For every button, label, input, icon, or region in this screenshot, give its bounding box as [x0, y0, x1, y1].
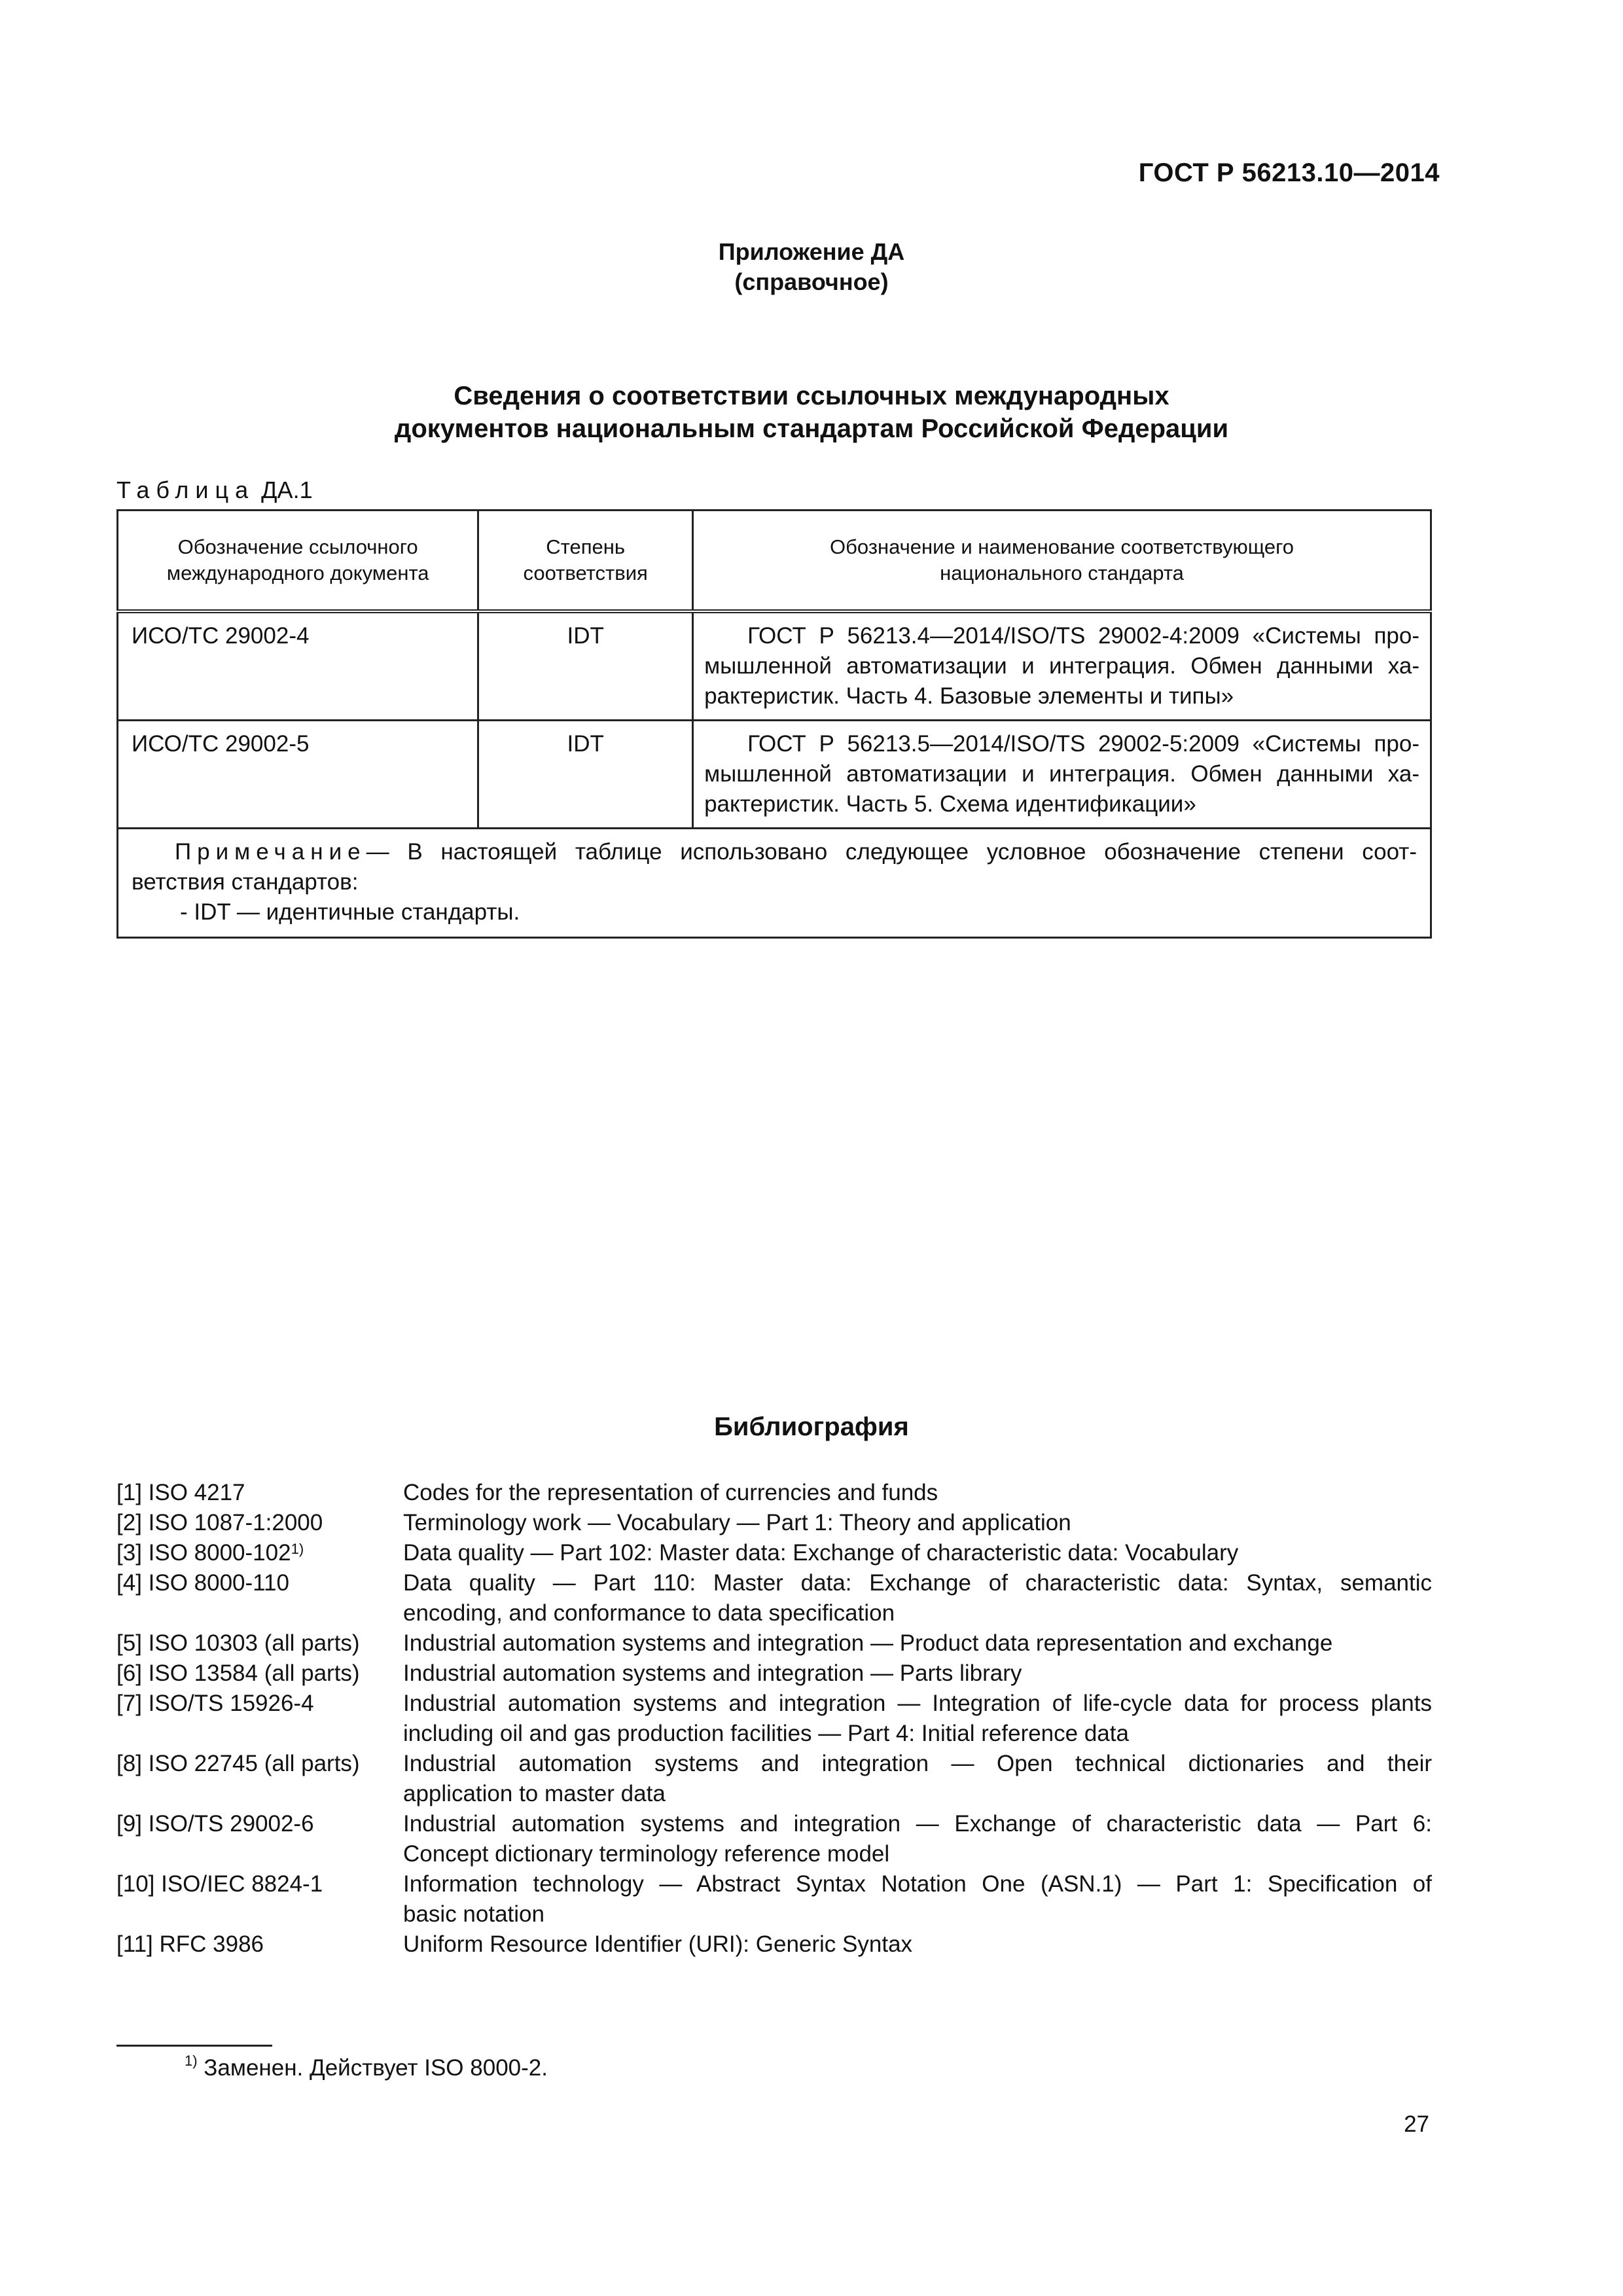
- cell-line: мышленной автоматизации и интеграция. Обмен данными ха-: [704, 761, 1419, 787]
- list-item: [116, 1478, 1432, 1508]
- cell-line-text: ГОСТ Р 56213.5—2014/ISO/TS 29002-5:2009 «Системы про-: [747, 731, 1419, 757]
- bib-title-line: basic notation: [403, 1901, 544, 1927]
- bib-reference: [9] ISO/TS 29002-6: [116, 1811, 314, 1837]
- table-row: [118, 721, 1431, 829]
- table-caption-word: Таблица: [116, 476, 255, 503]
- page-number: 27: [1404, 2111, 1429, 2137]
- footnote-mark: 1): [185, 2053, 198, 2069]
- bib-title: [403, 1689, 1432, 1749]
- bib-reference: [4] ISO 8000-110: [116, 1570, 289, 1596]
- bib-title: [403, 1869, 1432, 1929]
- bib-reference: [6] ISO 13584 (all parts): [116, 1660, 360, 1686]
- bib-reference: [5] ISO 10303 (all parts): [116, 1630, 360, 1656]
- column-header-line: международного документа: [166, 562, 429, 584]
- bib-title: [403, 1568, 1432, 1628]
- list-item: [116, 1538, 1432, 1568]
- note-line: [132, 897, 1417, 927]
- section-heading-line-1: Сведения о соответствии ссылочных международных: [454, 382, 1169, 410]
- bib-title-line: Industrial automation systems and integration — Exchange of characteristic data — Part 6:: [403, 1811, 1432, 1837]
- bib-reference: [7] ISO/TS 15926-4: [116, 1691, 314, 1716]
- note-line: ветствия стандартов:: [132, 869, 359, 895]
- footnote-marker: 1): [291, 1541, 304, 1557]
- correspondence-table: [116, 509, 1432, 939]
- section-heading: [0, 380, 1623, 445]
- note-lead: Примечание: [175, 839, 366, 865]
- bib-title-line: Data quality — Part 102: Master data: Exchange of characteristic data: Vocabulary: [403, 1540, 1239, 1566]
- list-item: [116, 1869, 1432, 1929]
- table-note: [118, 829, 1431, 938]
- list-item: [116, 1689, 1432, 1749]
- column-header-line: соответствия: [523, 562, 648, 584]
- document-code: ГОСТ Р 56213.10—2014: [1138, 158, 1440, 187]
- bibliography-title: Библиография: [714, 1412, 909, 1441]
- national-standard-cell: [693, 721, 1431, 829]
- column-header-line: Обозначение ссылочного: [177, 535, 418, 558]
- cell-line: [704, 729, 1419, 759]
- bib-title: [403, 1929, 1432, 1960]
- note-line: [132, 837, 1417, 867]
- degree-cell: IDT: [478, 721, 693, 829]
- column-header-national-standard: [693, 511, 1431, 612]
- bib-reference: [2] ISO 1087-1:2000: [116, 1510, 323, 1535]
- degree-cell: IDT: [478, 611, 693, 721]
- bib-reference: [10] ISO/IEC 8824-1: [116, 1871, 323, 1897]
- bib-reference: [11] RFC 3986: [116, 1931, 264, 1957]
- bib-title-line: application to master data: [403, 1781, 666, 1806]
- column-header-degree: [478, 511, 693, 612]
- bib-reference: [8] ISO 22745 (all parts): [116, 1751, 360, 1776]
- table-header-row: [118, 511, 1431, 612]
- list-item: [116, 1809, 1432, 1869]
- table-caption-id: ДА.1: [261, 476, 313, 503]
- bib-title: [403, 1628, 1432, 1659]
- footnote: [185, 2055, 548, 2081]
- bib-title-line: Terminology work — Vocabulary — Part 1: Theory and application: [403, 1510, 1071, 1535]
- table-note-row: [118, 829, 1431, 938]
- national-standard-cell: [693, 611, 1431, 721]
- bib-reference: [1] ISO 4217: [116, 1480, 245, 1505]
- table-row: [118, 611, 1431, 721]
- cell-line: мышленной автоматизации и интеграция. Обмен данными ха-: [704, 653, 1419, 679]
- bib-title: [403, 1508, 1432, 1538]
- column-header-line: Обозначение и наименование соответствующего: [830, 535, 1294, 558]
- bib-title: [403, 1478, 1432, 1508]
- list-item: [116, 1749, 1432, 1809]
- bib-title: [403, 1809, 1432, 1869]
- list-item: [116, 1568, 1432, 1628]
- list-item: [116, 1508, 1432, 1538]
- bib-reference: [116, 1538, 403, 1568]
- column-header-line: Степень: [546, 535, 626, 558]
- bib-title-line: Concept dictionary terminology reference model: [403, 1841, 890, 1867]
- bib-title-line: Data quality — Part 110: Master data: Exchange of characteristic data: Syntax, semantic: [403, 1570, 1432, 1596]
- bib-title-line: Industrial automation systems and integration — Product data representation and exchange: [403, 1630, 1333, 1656]
- bib-title-line: Industrial automation systems and integration — Integration of life-cycle data for process plants: [403, 1691, 1432, 1716]
- column-header-line: национального стандарта: [940, 562, 1184, 584]
- bib-title-line: Information technology — Abstract Syntax Notation One (ASN.1) — Part 1: Specification of: [403, 1871, 1432, 1897]
- cell-line: рактеристик. Часть 5. Схема идентификации»: [704, 791, 1196, 817]
- bib-title-line: Uniform Resource Identifier (URI): Generic Syntax: [403, 1931, 913, 1957]
- column-header-reference: [118, 511, 478, 612]
- bib-title-line: Industrial automation systems and integration — Parts library: [403, 1660, 1022, 1686]
- list-item: [116, 1929, 1432, 1960]
- bib-title: [403, 1749, 1432, 1809]
- footnote-divider: [116, 2045, 272, 2047]
- appendix-type: (справочное): [734, 268, 889, 295]
- footnote-text: Заменен. Действует ISO 8000-2.: [204, 2055, 548, 2081]
- list-item: [116, 1628, 1432, 1659]
- table-caption: [116, 476, 313, 504]
- reference-cell: ИСО/ТС 29002-5: [118, 721, 478, 829]
- note-text: - IDT — идентичные стандарты.: [180, 899, 520, 925]
- bib-reference-text: [3] ISO 8000-102: [116, 1540, 291, 1566]
- cell-line-text: ГОСТ Р 56213.4—2014/ISO/TS 29002-4:2009 «Системы про-: [747, 623, 1419, 649]
- bib-title-line: including oil and gas production facilities — Part 4: Initial reference data: [403, 1721, 1129, 1746]
- bibliography-list: [116, 1478, 1432, 1960]
- note-text: — В настоящей таблице использовано следующее условное обозначение степени соот-: [366, 839, 1417, 865]
- bib-title: [403, 1659, 1432, 1689]
- list-item: [116, 1659, 1432, 1689]
- bib-title-line: Codes for the representation of currencies and funds: [403, 1480, 938, 1505]
- cell-line: рактеристик. Часть 4. Базовые элементы и типы»: [704, 683, 1234, 709]
- reference-cell: ИСО/ТС 29002-4: [118, 611, 478, 721]
- bib-title: [403, 1538, 1432, 1568]
- bib-title-line: encoding, and conformance to data specification: [403, 1600, 895, 1626]
- cell-line: [704, 621, 1419, 651]
- bib-title-line: Industrial automation systems and integration — Open technical dictionaries and their: [403, 1751, 1432, 1776]
- appendix-title: Приложение ДА: [718, 238, 905, 265]
- section-heading-line-2: документов национальным стандартам Российской Федерации: [394, 414, 1229, 443]
